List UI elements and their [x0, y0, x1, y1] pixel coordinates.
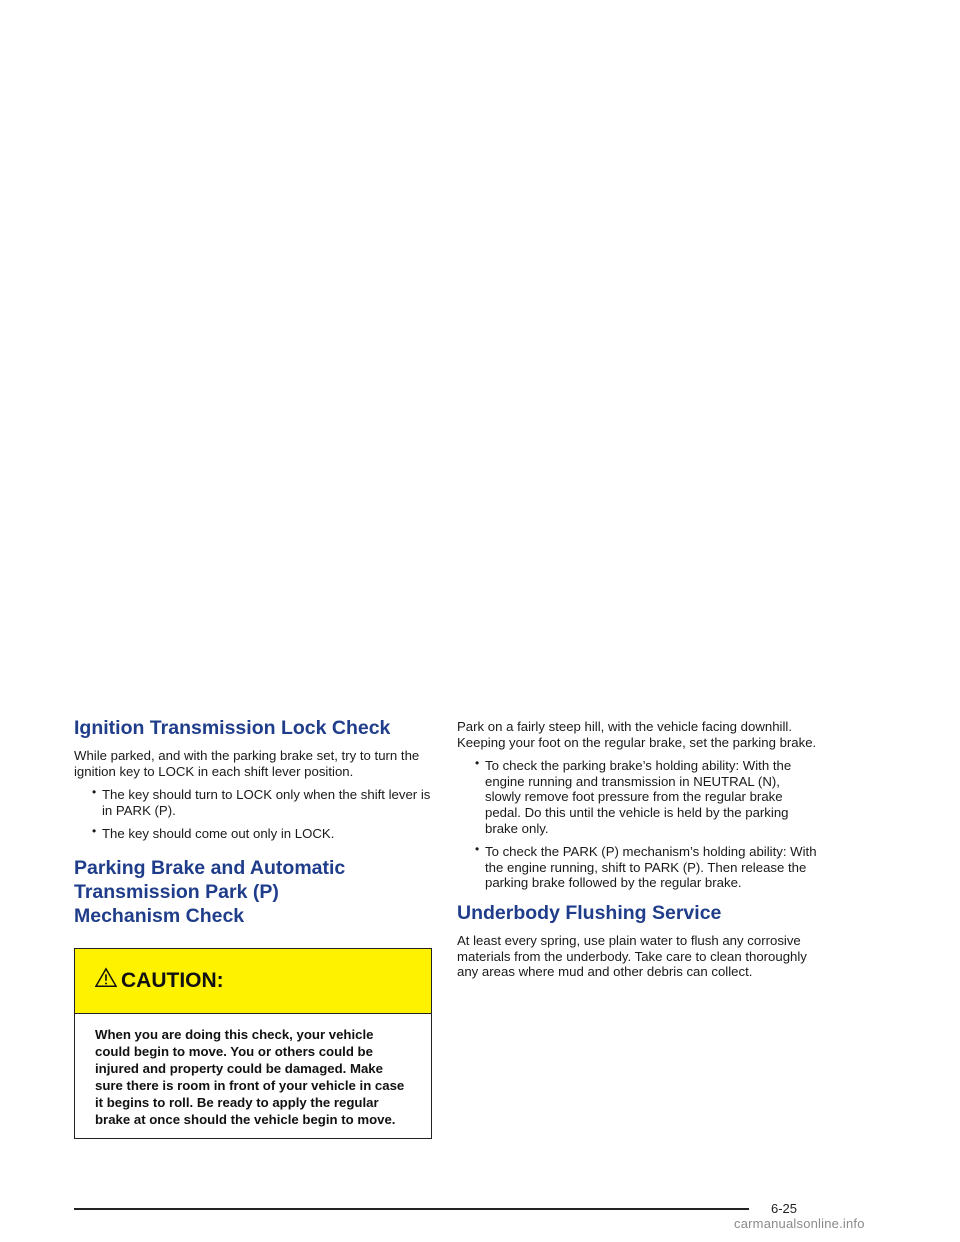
heading-ignition-lock-check: Ignition Transmission Lock Check	[74, 717, 391, 739]
bullet-icon: •	[92, 785, 97, 800]
bullet-list-brake-checks	[457, 758, 817, 891]
bullet-icon: •	[475, 756, 480, 771]
list-item: • The key should turn to LOCK only when the shift lever is in PARK (P).	[92, 785, 431, 818]
paragraph-underbody-flushing: At least every spring, use plain water to flush any corrosive materials from the underbody. Take care to clean thoroughly any areas where mud and other debris can collect.	[457, 932, 807, 980]
heading-line: Mechanism Check	[74, 904, 245, 927]
page-number: 6-25	[771, 1201, 798, 1216]
bullet-icon: •	[92, 824, 97, 839]
paragraph-hill-instructions: Park on a fairly steep hill, with the vehicle facing downhill. Keeping your foot on the regular brake, set the parking brake.	[457, 719, 817, 750]
caution-header	[75, 949, 431, 1014]
list-item: • The key should come out only in LOCK.	[92, 824, 335, 842]
list-item: • To check the PARK (P) mechanism’s holding ability: With the engine running, shift to PARK (P). Then release the parking brake followed by the regular brake.	[475, 842, 817, 891]
right-column	[457, 719, 817, 988]
caution-box	[74, 948, 432, 1139]
paragraph-ignition-intro: While parked, and with the parking brake set, try to turn the ignition key to LOCK in each shift lever position.	[74, 748, 420, 779]
footer-rule	[74, 1208, 749, 1210]
watermark: carmanualsonline.info	[734, 1216, 865, 1231]
heading-line: Parking Brake and Automatic	[74, 856, 346, 879]
heading-underbody-flushing: Underbody Flushing Service	[457, 901, 722, 924]
bullet-icon: •	[475, 842, 480, 857]
caution-text: When you are doing this check, your vehicle could begin to move. You or others could be injured and property could be damaged. Make sure there is room in front of your vehicle in case it begins to roll. Be ready to apply the regular brake at once should the vehicle begin to move.	[95, 1026, 405, 1127]
list-item: • To check the parking brake’s holding ability: With the engine running and transmission in NEUTRAL (N), slowly remove foot pressure from the regular brake pedal. Do this until the vehicle is held by the parking brake only.	[475, 756, 792, 836]
heading-line: Transmission Park (P)	[74, 880, 279, 903]
caution-title: CAUTION:	[121, 968, 224, 992]
bullet-list-ignition	[74, 787, 432, 842]
heading-parking-brake-check	[74, 856, 432, 928]
caution-triangle-icon	[95, 967, 117, 989]
left-column	[74, 716, 432, 1139]
